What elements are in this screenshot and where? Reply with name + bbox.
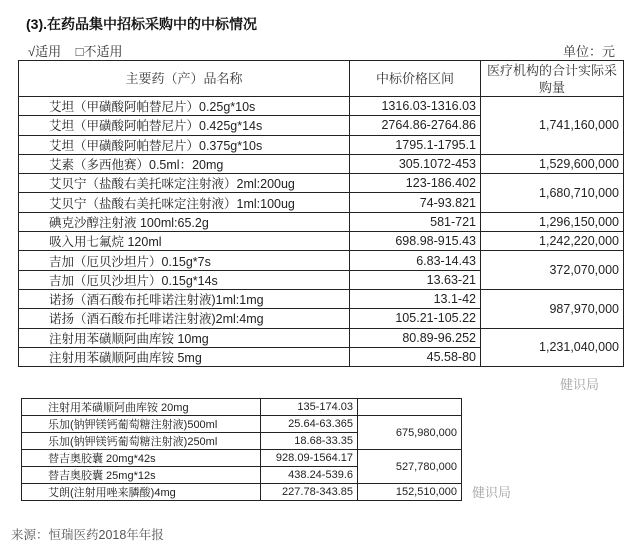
purchase-volume: 1,242,220,000 [481,232,624,251]
drug-name: 注射用苯磺顺阿曲库铵 10mg [19,328,350,347]
purchase-volume: 675,980,000 [358,416,462,450]
bid-table-continued [21,398,462,501]
price-range: 18.68-33.35 [261,433,358,450]
price-range: 135-174.03 [261,399,358,416]
purchase-volume: 1,231,040,000 [481,328,624,367]
price-range: 80.89-96.252 [350,328,481,347]
drug-name: 替吉奥胶囊 25mg*12s [22,467,261,484]
price-range: 45.58-80 [350,347,481,366]
table-row [22,416,462,433]
applicable-option: √适用 [28,44,62,59]
drug-name: 艾坦（甲磺酸阿帕替尼片）0.425g*14s [19,116,350,135]
table-row [19,174,624,193]
price-range: 928.09-1564.17 [261,450,358,467]
purchase-volume: 372,070,000 [481,251,624,290]
purchase-volume: 987,970,000 [481,289,624,328]
drug-name: 吸入用七氟烷 120ml [19,232,350,251]
price-range: 438.24-539.6 [261,467,358,484]
drug-name: 艾朗(注射用唑来膦酸)4mg [22,484,261,501]
header-price: 中标价格区间 [350,61,481,97]
price-range: 123-186.402 [350,174,481,193]
price-range: 74-93.821 [350,193,481,212]
price-range: 1795.1-1795.1 [350,135,481,154]
drug-name: 诺扬（酒石酸布托啡诺注射液)2ml:4mg [19,309,350,328]
price-range: 13.63-21 [350,270,481,289]
purchase-volume: 152,510,000 [358,484,462,501]
bid-table [18,60,624,367]
table-row [19,232,624,251]
drug-name: 吉加（厄贝沙坦片）0.15g*7s [19,251,350,270]
header-volume: 医疗机构的合计实际采购量 [481,61,624,97]
drug-name: 注射用苯磺顺阿曲库铵 5mg [19,347,350,366]
table-row [19,212,624,231]
table-row [19,328,624,347]
watermark-2: 健识局 [472,485,512,500]
price-range: 25.64-63.365 [261,416,358,433]
price-range: 105.21-105.22 [350,309,481,328]
table-row [22,450,462,467]
watermark: 健识局 [560,377,600,392]
unit-label: 单位：元 [562,44,615,59]
price-range: 581-721 [350,212,481,231]
price-range: 13.1-42 [350,289,481,308]
drug-name: 乐加(钠钾镁钙葡萄糖注射液)250ml [22,433,261,450]
drug-name: 乐加(钠钾镁钙葡萄糖注射液)500ml [22,416,261,433]
table-row [19,289,624,308]
not-applicable-option: □不适用 [75,44,123,59]
source-note: 来源：恒瑞医药2018年年报 [11,528,164,542]
table-row [19,97,624,116]
table-row [19,154,624,173]
drug-name: 艾贝宁（盐酸右美托咪定注射液）1ml:100ug [19,193,350,212]
table-row [22,399,462,416]
drug-name: 艾坦（甲磺酸阿帕替尼片）0.375g*10s [19,135,350,154]
purchase-volume: 1,741,160,000 [481,97,624,155]
section-title: (3).在药品集中招标采购中的中标情况 [26,16,257,32]
price-range: 227.78-343.85 [261,484,358,501]
purchase-volume: 1,529,600,000 [481,154,624,173]
table-row [22,484,462,501]
drug-name: 艾素（多西他赛）0.5ml：20mg [19,154,350,173]
drug-name: 艾贝宁（盐酸右美托咪定注射液）2ml:200ug [19,174,350,193]
purchase-volume: 1,296,150,000 [481,212,624,231]
price-range: 2764.86-2764.86 [350,116,481,135]
applicability-options [28,41,122,60]
price-range: 305.1072-453 [350,154,481,173]
drug-name: 替吉奥胶囊 20mg*42s [22,450,261,467]
price-range: 698.98-915.43 [350,232,481,251]
purchase-volume: 1,680,710,000 [481,174,624,213]
header-name: 主要药（产）品名称 [19,61,350,97]
drug-name: 吉加（厄贝沙坦片）0.15g*14s [19,270,350,289]
purchase-volume: 527,780,000 [358,450,462,484]
drug-name: 碘克沙醇注射液 100ml:65.2g [19,212,350,231]
drug-name: 诺扬（酒石酸布托啡诺注射液)1ml:1mg [19,289,350,308]
table-header-row [19,61,624,97]
drug-name: 艾坦（甲磺酸阿帕替尼片）0.25g*10s [19,97,350,116]
table-row [19,251,624,270]
drug-name: 注射用苯磺顺阿曲库铵 20mg [22,399,261,416]
price-range: 1316.03-1316.03 [350,97,481,116]
price-range: 6.83-14.43 [350,251,481,270]
purchase-volume [358,399,462,416]
